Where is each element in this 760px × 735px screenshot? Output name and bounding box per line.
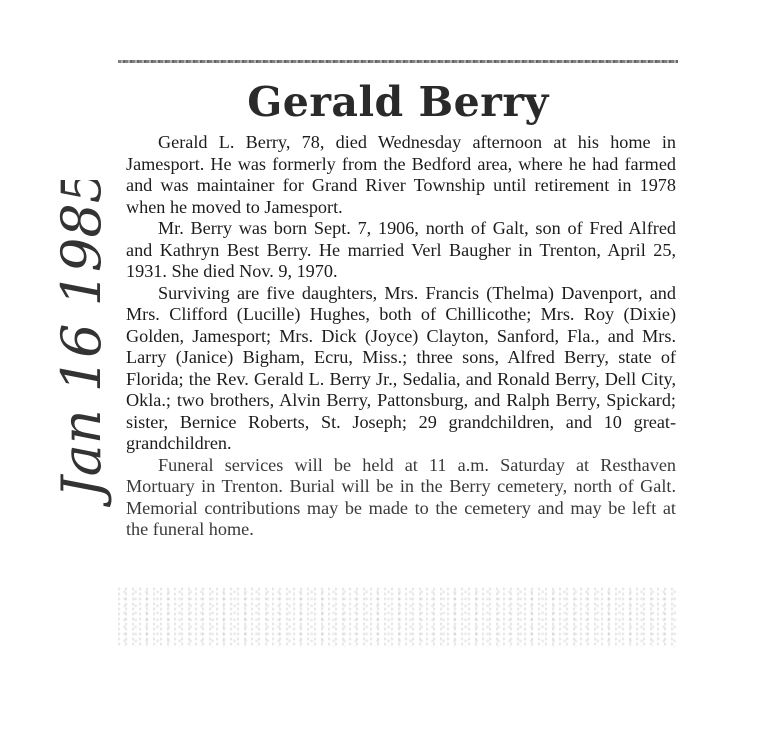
paragraph-death-notice: Gerald L. Berry, 78, died Wednesday afternoon at his home in Jamesport. He was formerly from the Bedford area, where he had farmed and was maintainer for Grand River Township until retirement in 1978 when he moved to Jamesport. [126, 132, 676, 217]
handwritten-date-text: Jan 16 1985 [50, 180, 113, 498]
paragraph-biography: Mr. Berry was born Sept. 7, 1906, north of Galt, son of Fred Alfred and Kathryn Best Berry. He married Verl Baugher in Trenton, April 25, 1931. She died Nov. 9, 1970. [126, 218, 676, 281]
print-speckle-texture [118, 587, 678, 647]
handwritten-date-annotation [38, 180, 128, 510]
obituary-headline: Gerald Berry [247, 78, 549, 126]
top-rule-divider [118, 60, 678, 63]
paragraph-survivors: Surviving are five daughters, Mrs. Francis (Thelma) Davenport, and Mrs. Clifford (Lucille) Hughes, both of Chillicothe; Mrs. Roy (Dixie) Golden, Jamesport; Mrs. Dick (Joyce) Clayton, Sanford, Fla., and Mrs. Larry (Janice) Bigham, Ecru, Miss.; three sons, Alfred Berry, state of Florida; the Rev. Gerald L. Berry Jr., Sedalia, and Ronald Berry, Dell City, Okla.; two brothers, Alvin Berry, Pattonsburg, and Ralph Berry, Spickard; sister, Bernice Roberts, St. Joseph; 29 grandchildren, and 10 great-grandchildren. [126, 282, 676, 453]
paragraph-funeral-services: Funeral services will be held at 11 a.m. Saturday at Resthaven Mortuary in Trenton. Burial will be in the Berry cemetery, north of Galt. Memorial contributions may be made to the cemetery and may be left at the funeral home. [126, 454, 676, 539]
newspaper-clipping [118, 52, 678, 637]
obituary-body [126, 132, 676, 541]
handwritten-date-svg [38, 180, 128, 510]
